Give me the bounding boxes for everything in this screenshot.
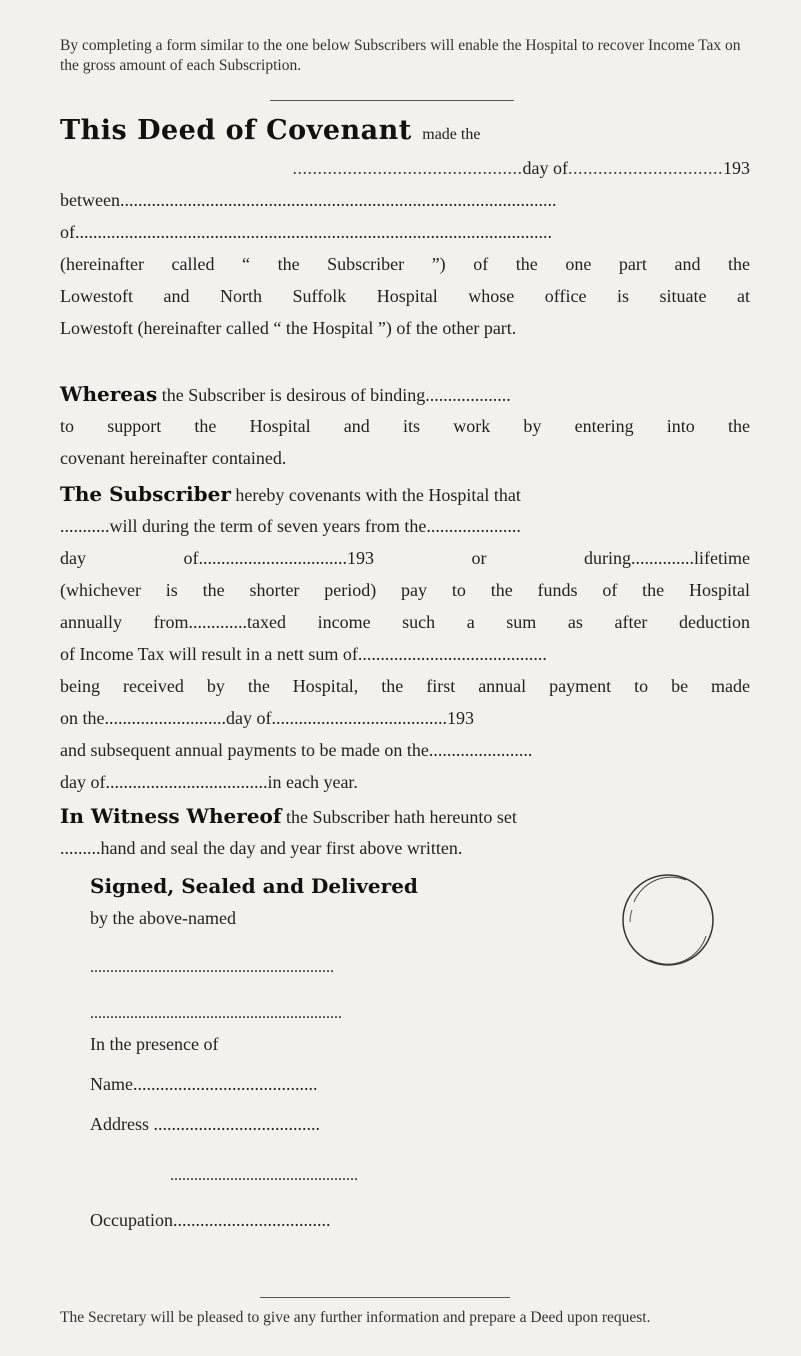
heading-made-the: made the [422, 126, 481, 143]
whereas-block [60, 378, 750, 474]
subscriber-line: hereby covenants with the Hospital that [235, 485, 521, 505]
subscriber-line: and subsequent annual payments to be made on the....................... [60, 740, 533, 760]
subscriber-block [60, 478, 750, 798]
subscriber-line: day of.................................193 or during..............lifetime [60, 548, 750, 568]
whereas-line: to support the Hospital and its work by entering into the [60, 416, 750, 436]
recital-line: Lowestoft and North Suffolk Hospital whose office is situate at [60, 286, 750, 306]
witness-line: the Subscriber hath hereunto set [285, 807, 517, 827]
recital-line: Lowestoft (hereinafter called “ the Hospital ”) of the other part. [60, 318, 517, 338]
seal-circle-icon [620, 872, 716, 968]
between-line: between................................................................................................. [60, 190, 557, 210]
witness-line: .........hand and seal the day and year first above written. [60, 838, 463, 858]
heading-block [60, 110, 750, 344]
of-line: of.......................................................................................................... [60, 222, 552, 242]
subscriber-line: day of....................................in each year. [60, 772, 358, 792]
address-dots: ............................................... [170, 1167, 358, 1184]
heading-title: This Deed of Covenant [60, 115, 412, 146]
subscriber-line: (whichever is the shorter period) pay to the funds of the Hospital [60, 580, 750, 600]
subscriber-line: on the...........................day of.......................................193 [60, 708, 474, 728]
recital-line: (hereinafter called “ the Subscriber ”) of the one part and the [60, 254, 750, 274]
name-field: Name......................................... [90, 1074, 318, 1094]
address-field: Address ..................................... [90, 1114, 320, 1134]
subscriber-line: annually from.............taxed income such a sum as after deduction [60, 612, 750, 632]
subscriber-heading: The Subscriber [60, 482, 231, 506]
day-of-label: day of [522, 158, 568, 178]
occupation-field: Occupation................................... [90, 1210, 331, 1230]
intro-note: By completing a form similar to the one below Subscribers will enable the Hospital to recover Income Tax on the gross amount of each Subscription. [60, 37, 741, 74]
witness-heading: In Witness Whereof [60, 804, 282, 828]
whereas-line: covenant hereinafter contained. [60, 448, 287, 468]
signed-block [90, 870, 510, 1030]
signed-heading: Signed, Sealed and Delivered [90, 874, 418, 898]
subscriber-line: of Income Tax will result in a nett sum of.......................................... [60, 644, 547, 664]
presence-block [90, 1028, 510, 1236]
witness-block [60, 800, 750, 864]
subscriber-line: being received by the Hospital, the first annual payment to be made [60, 676, 750, 696]
whereas-heading: Whereas [60, 382, 158, 406]
footer-note: The Secretary will be pleased to give any further information and prepare a Deed upon request. [60, 1309, 651, 1326]
top-divider [270, 100, 514, 101]
bottom-divider [260, 1297, 510, 1298]
signature-dots: ............................................................. [90, 959, 334, 976]
subscriber-line: ...........will during the term of seven years from the..................... [60, 516, 521, 536]
year-label: 193 [723, 158, 750, 178]
whereas-line: the Subscriber is desirous of binding................... [161, 385, 511, 405]
date-line: ..............................................day of...............................193 [292, 158, 750, 178]
presence-label: In the presence of [90, 1034, 219, 1054]
signature-dots: ............................................................... [90, 1005, 342, 1022]
signed-by-line: by the above-named [90, 908, 236, 928]
